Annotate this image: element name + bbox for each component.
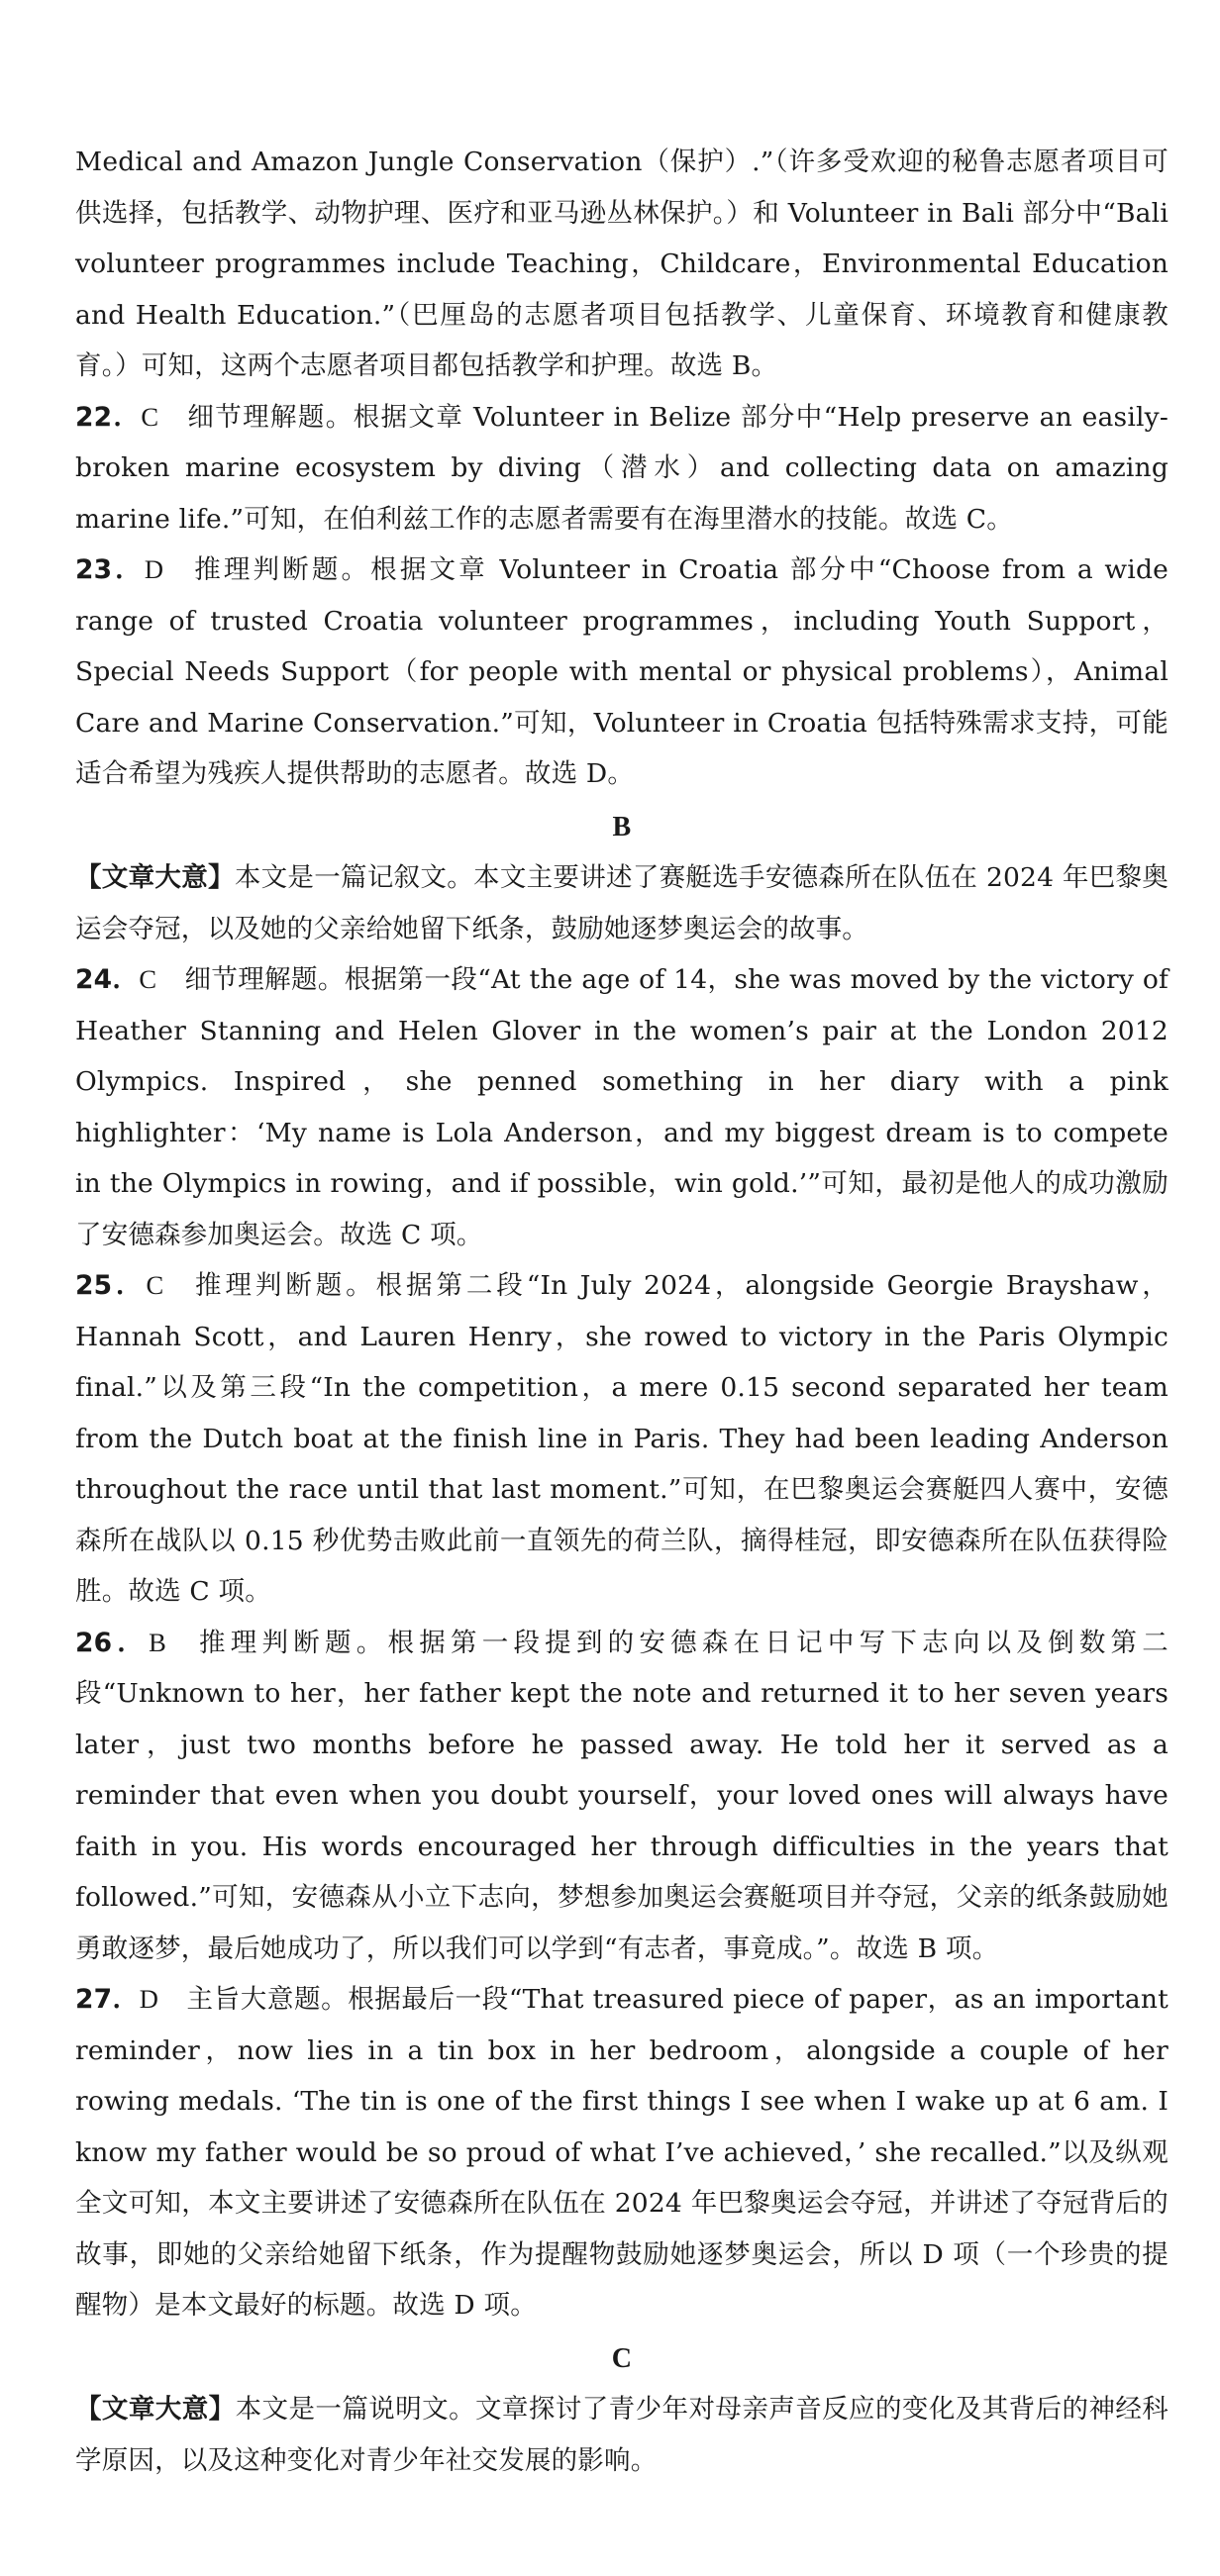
- explanation-text: 细节理解题。根据文章 Volunteer in Belize 部分中“Help preserve an easily-broken marine ecosystem by diving（潜水）and collecting data on amazing marine life.”可知，在伯利兹工作的志愿者需要有在海里潜水的技能。故选 C。: [75, 401, 1169, 535]
- answer-letter: D: [139, 1984, 159, 2014]
- section-b-summary: [75, 852, 1169, 954]
- question-number: 25．: [75, 1270, 147, 1301]
- explanation-text: 推理判断题。根据文章 Volunteer in Croatia 部分中“Choose from a wide range of trusted Croatia volunteer programmes，including Youth Support，Special Needs Support（for people with mental or physical problems），Animal Care and Marine Conservation.”可知，Volunteer in Croatia 包括特殊需求支持，可能适合希望为残疾人提供帮助的志愿者。故选 D。: [75, 554, 1169, 789]
- summary-tag: 【文章大意】: [75, 862, 235, 893]
- section-c-summary: [75, 2384, 1169, 2486]
- answer-item-25: [75, 1260, 1169, 1618]
- paragraph-text: Medical and Amazon Jungle Conservation（保护）.”（许多受欢迎的秘鲁志愿者项目可供选择，包括教学、动物护理、医疗和亚马逊丛林保护。）和 Volunteer in Bali 部分中“Bali volunteer programmes include Teaching，Childcare，Environmental Education and Health Education.”（巴厘岛的志愿者项目包括教学、儿童保育、环境教育和健康教育。）可知，这两个志愿者项目都包括教学和护理。故选 B。: [75, 147, 1169, 381]
- summary-text: 本文是一篇说明文。文章探讨了青少年对母亲声音反应的变化及其背后的神经科学原因，以及这种变化对青少年社交发展的影响。: [75, 2394, 1169, 2476]
- answer-letter: C: [141, 401, 159, 432]
- answer-letter: B: [149, 1627, 166, 1657]
- question-number: 22．: [75, 401, 142, 433]
- answer-letter: C: [139, 964, 157, 994]
- answer-item-27: [75, 1974, 1169, 2331]
- answer-item-22: [75, 392, 1169, 545]
- question-number: 27．: [75, 1984, 140, 2015]
- question-number: 26．: [75, 1627, 150, 1658]
- summary-tag: 【文章大意】: [75, 2394, 236, 2425]
- answer-letter: C: [146, 1270, 164, 1300]
- section-heading-c: C: [611, 2342, 633, 2374]
- answer-key-content: [75, 137, 1169, 2486]
- answer-item-23: [75, 545, 1169, 800]
- explanation-text: 细节理解题。根据第一段“At the age of 14，she was moved by the victory of Heather Stanning and Helen Glover in the women’s pair at the London 2012 Olympics. Inspired，she penned something in her diary with a pink highlighter：‘My name is Lola Anderson，and my biggest dream is to compete in the Olympics in rowing，and if possible，win gold.’”可知，最初是他人的成功激励了安德森参加奥运会。故选 C 项。: [75, 964, 1169, 1250]
- explanation-text: 推理判断题。根据第一段提到的安德森在日记中写下志向以及倒数第二段“Unknown to her，her father kept the note and returned it to her seven years later，just two months before he passed away. He told her it served as a reminder that even when you doubt yourself，your loved ones will always have faith in you. His words encouraged her through difficulties in the years that followed.”可知，安德森从小立下志向，梦想参加奥运会赛艇项目并夺冠，父亲的纸条鼓励她勇敢逐梦，最后她成功了，所以我们可以学到“有志者，事竟成。”。故选 B 项。: [75, 1627, 1169, 1964]
- answer-paragraph-continued: [75, 137, 1169, 392]
- explanation-text: 推理判断题。根据第二段“In July 2024，alongside Georgie Brayshaw，Hannah Scott，and Lauren Henry，she rowed to victory in the Paris Olympic final.”以及第三段“In the competition，a mere 0.15 second separated her team from the Dutch boat at the finish line in Paris. They had been leading Anderson throughout the race until that last moment.”可知，在巴黎奥运会赛艇四人赛中，安德森所在战队以 0.15 秒优势击败此前一直领先的荷兰队，摘得桂冠，即安德森所在队伍获得险胜。故选 C 项。: [75, 1270, 1169, 1607]
- question-number: 24．: [75, 964, 140, 995]
- explanation-text: 主旨大意题。根据最后一段“That treasured piece of paper，as an important reminder，now lies in a tin box in her bedroom，alongside a couple of her rowing medals. ‘The tin is one of the first things I see when I wake up at 6 am. I know my father would be so proud of what I’ve achieved，’ she recalled.”以及纵观全文可知，本文主要讲述了安德森所在队伍在 2024 年巴黎奥运会夺冠，并讲述了夺冠背后的故事，即她的父亲给她留下纸条，作为提醒物鼓励她逐梦奥运会，所以 D 项（一个珍贵的提醒物）是本文最好的标题。故选 D 项。: [75, 1984, 1169, 2321]
- summary-text: 本文是一篇记叙文。本文主要讲述了赛艇选手安德森所在队伍在 2024 年巴黎奥运会夺冠，以及她的父亲给她留下纸条，鼓励她逐梦奥运会的故事。: [75, 862, 1169, 944]
- section-heading-b: B: [612, 811, 632, 842]
- answer-item-24: [75, 954, 1169, 1260]
- answer-item-26: [75, 1618, 1169, 1975]
- question-number: 23．: [75, 554, 145, 585]
- answer-letter: D: [144, 554, 164, 584]
